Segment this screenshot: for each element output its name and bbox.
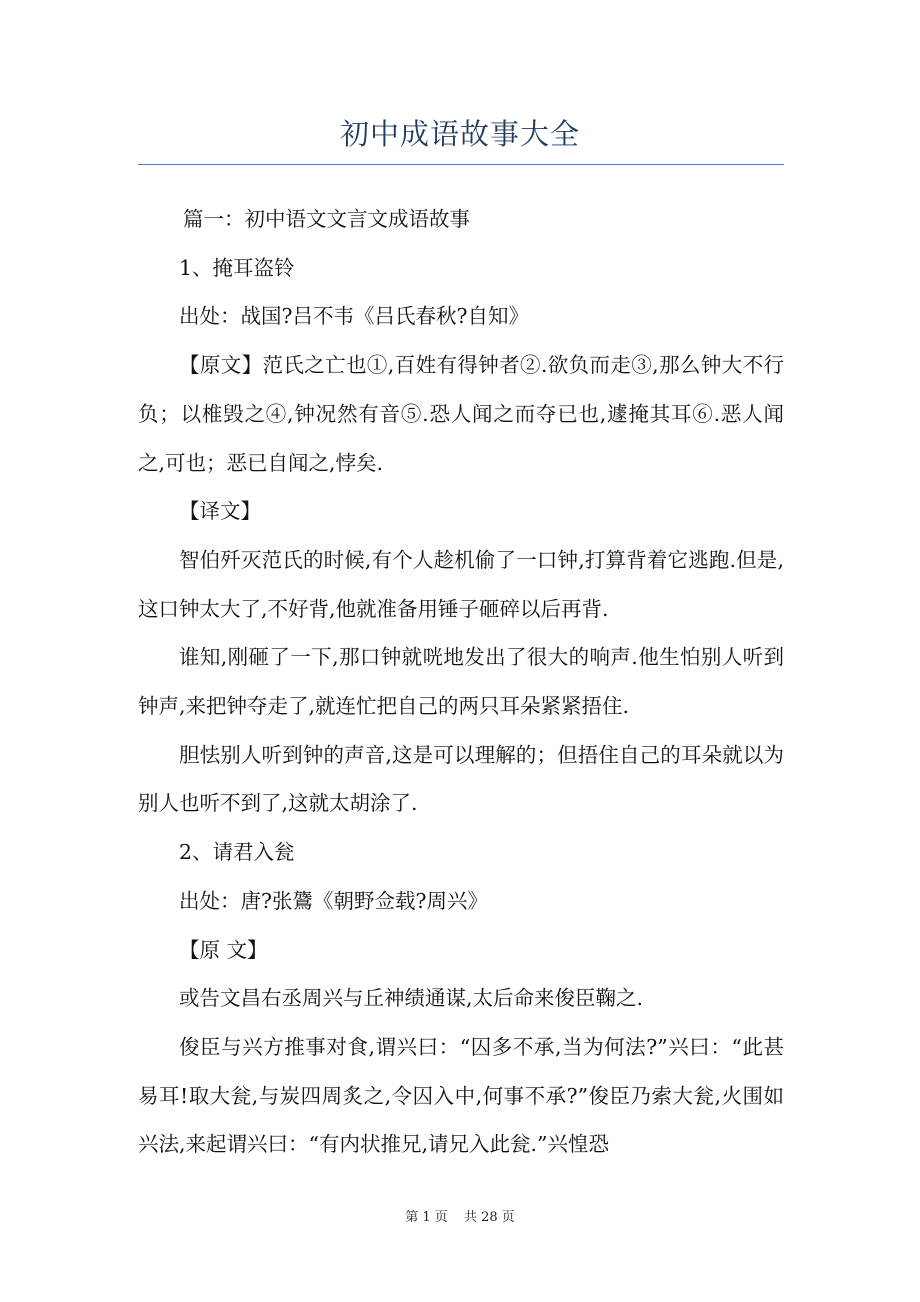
story-source: 出处：战国?吕不韦《吕氏春秋?自知》 [179, 304, 529, 329]
story-title: 1、掩耳盗铃 [179, 255, 295, 280]
story-title: 2、请君入瓮 [179, 840, 295, 865]
translation-paragraph: 智伯歼灭范氏的时候,有个人趁机偷了一口钟,打算背着它逃跑.但是,这口钟太大了,不好背,他就准备用锤子砸碎以后再背. [138, 547, 784, 621]
original-paragraph: 俊臣与兴方推事对食,谓兴曰：“囚多不承,当为何法?”兴曰：“此甚易耳!取大瓮,与炭四周炙之,令囚入中,何事不承?”俊臣乃索大瓮,火围如兴法,来起谓兴曰：“有内状推兄,请兄入此瓮.”兴惶恐 [138, 1034, 784, 1157]
translation-paragraph: 胆怯别人听到钟的声音,这是可以理解的；但捂住自己的耳朵就以为别人也听不到了,这就太胡涂了. [138, 742, 784, 816]
document-body [138, 195, 784, 1169]
page-footer [0, 1206, 920, 1225]
page-number: 第 1 页 [405, 1210, 448, 1225]
title-divider [138, 164, 784, 165]
document-title: 初中成语故事大全 [339, 117, 580, 151]
original-paragraph: 或告文昌右丞周兴与丘神绩通谋,太后命来俊臣鞠之. [179, 986, 644, 1011]
original-text: 【原文】范氏之亡也①,百姓有得钟者②.欲负而走③,那么钟大不行负；以椎毁之④,钟况然有音⑤.恐人闻之而夺已也,遽掩其耳⑥.恶人闻之,可也；恶已自闻之,悖矣. [138, 353, 784, 475]
section-heading: 篇一：初中语文文言文成语故事 [183, 207, 470, 231]
story-source: 出处：唐?张鷟《朝野佥载?周兴》 [179, 888, 488, 913]
page-total: 共 28 页 [463, 1210, 515, 1225]
translation-heading: 【译文】 [179, 499, 261, 524]
original-heading: 【原 文】 [179, 937, 268, 962]
translation-paragraph: 谁知,刚砸了一下,那口钟就咣地发出了很大的响声.他生怕别人听到钟声,来把钟夺走了,就连忙把自己的两只耳朵紧紧捂住. [138, 645, 784, 719]
